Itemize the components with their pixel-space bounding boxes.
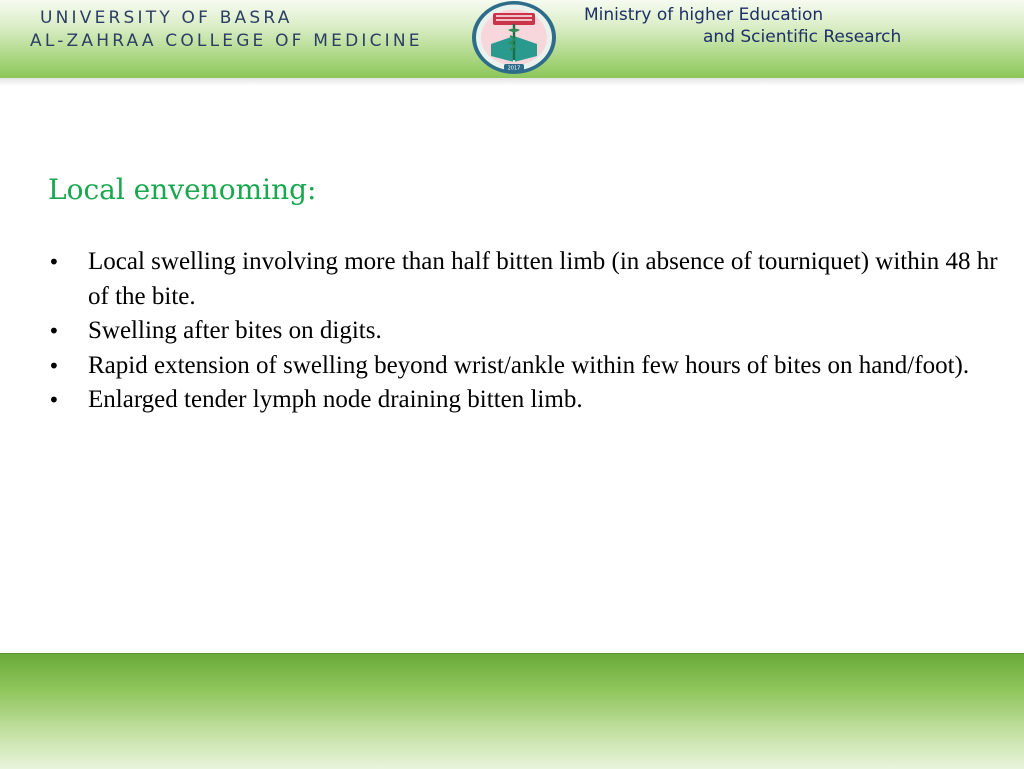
- logo-year: 2017: [507, 65, 521, 72]
- college-seal-logo-icon: [469, 0, 559, 75]
- list-item-text: Enlarged tender lymph node draining bitten limb.: [88, 386, 583, 413]
- ministry-name: Ministry of higher Education: [584, 5, 824, 25]
- list-item: [48, 349, 998, 384]
- bullet-icon: •: [48, 388, 60, 412]
- list-item: [48, 314, 998, 349]
- bullet-icon: •: [48, 353, 60, 378]
- university-name: UNIVERSITY OF BASRA: [40, 8, 293, 28]
- bullet-list: [48, 245, 998, 418]
- list-item: [48, 383, 998, 418]
- slide-title: Local envenoming:: [48, 173, 317, 206]
- footer-band: [0, 653, 1024, 769]
- list-item: [48, 245, 998, 314]
- bullet-icon: •: [48, 319, 60, 343]
- header-band: [0, 0, 1024, 78]
- list-item-text: Local swelling involving more than half bitten limb (in absence of tourniquet) within 48 hr of the bite.: [88, 248, 998, 310]
- list-item-text: Swelling after bites on digits.: [88, 317, 382, 344]
- ministry-subtitle: and Scientific Research: [703, 27, 902, 47]
- college-name: AL-ZAHRAA COLLEGE OF MEDICINE: [30, 31, 423, 51]
- header-shadow: [0, 78, 1024, 86]
- bullet-icon: •: [48, 250, 60, 274]
- list-item-text: Rapid extension of swelling beyond wrist/ankle within few hours of bites on hand/foot).: [88, 351, 970, 379]
